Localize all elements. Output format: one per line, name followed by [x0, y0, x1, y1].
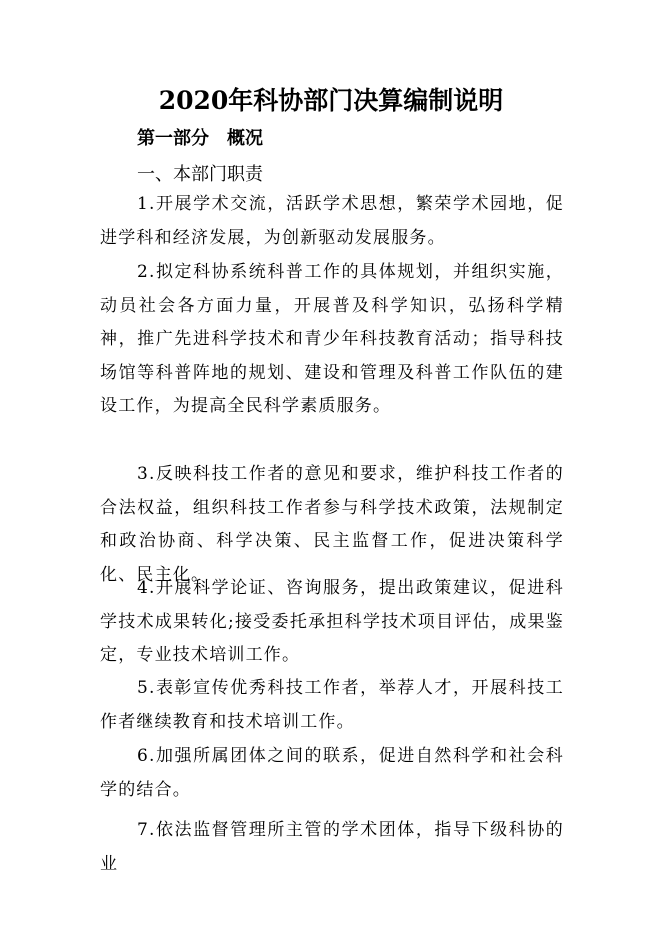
paragraph-4: 4.开展科学论证、咨询服务，提出政策建议，促进科学技术成果转化;接受委托承担科学技术项目评估，成果鉴定，专业技术培训工作。	[100, 578, 564, 666]
paragraph-2: 2.拟定科协系统科普工作的具体规划，并组织实施，动员社会各方面力量，开展普及科学知识，弘扬科学精神，推广先进科学技术和青少年科技教育活动；指导科技场馆等科普阵地的规划、建设和管理及科普工作队伍的建设工作，为提高全民科学素质服务。	[100, 262, 564, 417]
paragraph-7: 7.依法监督管理所主管的学术团体，指导下级科协的业	[100, 820, 564, 874]
paragraph-1: 1.开展学术交流，活跃学术思想，繁荣学术园地，促进学科和经济发展，为创新驱动发展服务。	[100, 194, 564, 248]
paragraph-6: 6.加强所属团体之间的联系，促进自然科学和社会科学的结合。	[100, 746, 564, 800]
paragraph-5: 5.表彰宣传优秀科技工作者，举荐人才，开展科技工作者继续教育和技术培训工作。	[100, 678, 564, 732]
document-title: 2020年科协部门决算编制说明	[158, 86, 504, 115]
section-heading: 一、本部门职责	[137, 164, 263, 185]
paragraph-3: 3.反映科技工作者的意见和要求，维护科技工作者的合法权益，组织科技工作者参与科学技术政策，法规制定和政治协商、科学决策、民主监督工作，促进决策科学化、民主化。	[100, 464, 564, 585]
part-heading: 第一部分 概况	[137, 128, 263, 149]
